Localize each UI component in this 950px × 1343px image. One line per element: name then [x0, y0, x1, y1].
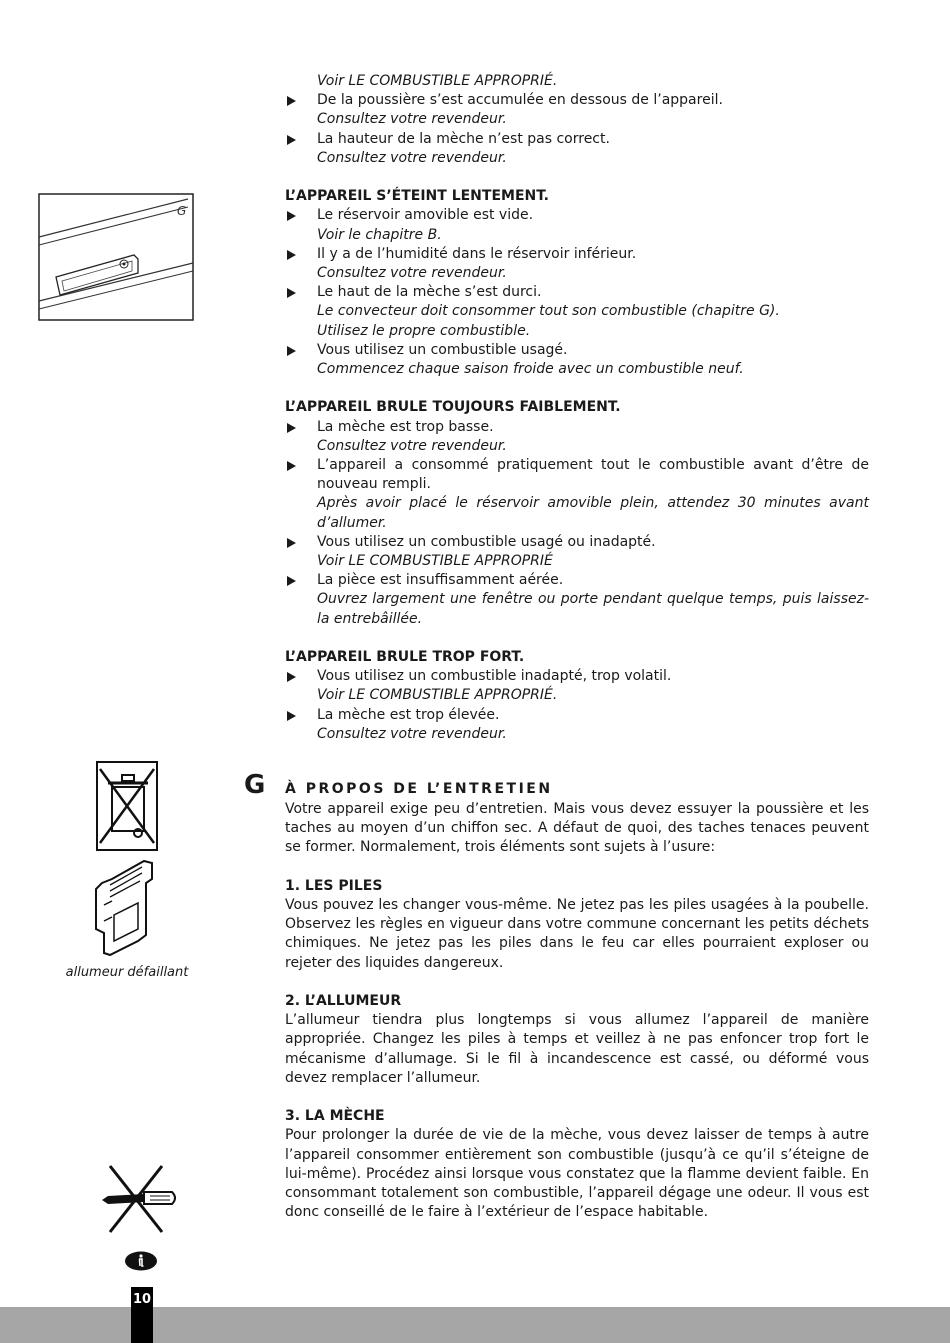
subsection-heading: L’APPAREIL S’ÉTEINT LENTEMENT.: [285, 188, 549, 205]
list-item-text: La pièce est insuffisamment aérée.: [317, 572, 564, 589]
list-item-text: Vous utilisez un combustible usagé ou inadapté.: [317, 533, 656, 550]
subsection-heading: 2. L’ALLUMEUR: [285, 993, 402, 1009]
list-item-text: De la poussière s’est accumulée en dessous de l’appareil.: [317, 92, 723, 109]
paragraph: Votre appareil exige peu d’entretien. Mais vous devez essuyer la poussière et les taches au moyen d’un chiffon sec. A défaut de quoi, des taches tenaces peuvent se former. Normalement, trois éléments sont sujets à l’usure:: [285, 801, 869, 856]
list-item-note: Le convecteur doit consommer tout son combustible (chapitre G).: [317, 303, 780, 320]
list-item: [285, 456, 869, 533]
list-item-text: La mèche est trop basse.: [317, 418, 494, 435]
subsection-heading: L’APPAREIL BRULE TROP FORT.: [285, 649, 525, 666]
bullet-arrow-icon: [287, 135, 296, 145]
bullet-arrow-icon: [287, 96, 296, 106]
list-item: [285, 206, 869, 244]
bullet-arrow-icon: [287, 538, 296, 548]
no-screwdriver-icon: [100, 1162, 180, 1236]
paragraph: L’allumeur tiendra plus longtemps si vous allumez l’appareil de manière appropriée. Changez les piles à temps et veillez à ne pas enfoncer trop fort le mécanisme d’allumage. Si le fil à incandescence est cassé, ou déformé vous devez remplacer l’allumeur.: [285, 1012, 869, 1086]
list-item-note: Consultez votre revendeur.: [317, 149, 507, 166]
list-item-note: Après avoir placé le réservoir amovible plein, attendez 30 minutes avant d’allumer.: [317, 495, 869, 531]
list-item-text: Le réservoir amovible est vide.: [317, 207, 534, 224]
list-item-text: Le haut de la mèche s’est durci.: [317, 284, 542, 301]
list-item: [285, 91, 869, 129]
list-item: [285, 533, 869, 571]
list-item-text: Il y a de l’humidité dans le réservoir inférieur.: [317, 245, 637, 262]
list-item-note: Consultez votre revendeur.: [317, 265, 507, 282]
bullet-arrow-icon: [287, 711, 296, 721]
bullet-arrow-icon: [287, 250, 296, 260]
list-item-note: Ouvrez largement une fenêtre ou porte pendant quelque temps, puis laissez-la entrebâillée.: [317, 591, 869, 627]
text-line: Voir LE COMBUSTIBLE APPROPRIÉ.: [317, 73, 558, 89]
list-item-text: La hauteur de la mèche n’est pas correct.: [317, 130, 610, 147]
list-item-note: Consultez votre revendeur.: [317, 111, 507, 128]
list-item: [285, 706, 869, 744]
bullet-arrow-icon: [287, 423, 296, 433]
main-text-column: [285, 72, 869, 744]
bullet-arrow-icon: [287, 461, 296, 471]
list-item-text: L’appareil a consommé pratiquement tout le combustible avant d’être de nouveau rempli.: [317, 457, 869, 493]
subsection-heading: L’APPAREIL BRULE TOUJOURS FAIBLEMENT.: [285, 399, 621, 416]
list-item-note: Voir LE COMBUSTIBLE APPROPRIÉ: [317, 553, 553, 570]
bullet-arrow-icon: [287, 346, 296, 356]
list-item: [285, 341, 869, 379]
list-item: [285, 667, 869, 705]
section-letter: G: [244, 770, 266, 800]
list-item-text: La mèche est trop élevée.: [317, 706, 500, 723]
list-item-note: Voir le chapitre B.: [317, 226, 442, 243]
list-item-note: Voir LE COMBUSTIBLE APPROPRIÉ.: [317, 687, 558, 704]
paragraph: Vous pouvez les changer vous-même. Ne jetez pas les piles usagées à la poubelle. Observez les règles en vigueur dans votre commune concernant les petits déchets chimiques. Ne jetez pas les piles dans le feu car elles pourraient exploser ou rejeter des liquides dangereux.: [285, 897, 869, 971]
list-item-text: Vous utilisez un combustible usagé.: [317, 341, 568, 358]
bullet-arrow-icon: [287, 576, 296, 586]
list-item-note: Consultez votre revendeur.: [317, 437, 507, 454]
list-item: [285, 283, 869, 341]
figure-label: G: [177, 204, 187, 218]
list-item-note: Consultez votre revendeur.: [317, 725, 507, 742]
bullet-arrow-icon: [287, 288, 296, 298]
section-g-body: [285, 800, 869, 1222]
igniter-illustration: [92, 855, 162, 959]
bullet-arrow-icon: [287, 211, 296, 221]
list-item: [285, 130, 869, 168]
list-item: [285, 245, 869, 283]
device-panel-illustration: [38, 193, 194, 321]
info-icon: [124, 1251, 158, 1271]
list-item-note: Commencez chaque saison froide avec un combustible neuf.: [317, 361, 744, 378]
paragraph: Pour prolonger la durée de vie de la mèche, vous devez laisser de temps à autre l’appareil consommer entièrement son combustible (jusqu’à ce qu’il s’éteigne de lui-même). Procédez ainsi lorsque vous constatez que la flamme devient faible. En consommant totalement son combustible, l’appareil dégage une odeur. Il vous est donc conseillé de le faire à l’extérieur de l’espace habitable.: [285, 1127, 869, 1221]
subsection-heading: 1. LES PILES: [285, 877, 383, 894]
list-item: [285, 571, 869, 629]
page-number: 10: [131, 1287, 153, 1343]
crossed-bin-icon: [96, 761, 158, 851]
list-item-text: Vous utilisez un combustible inadapté, trop volatil.: [317, 668, 672, 685]
section-title: À PROPOS DE L’ENTRETIEN: [285, 781, 553, 797]
list-item: [285, 418, 869, 456]
figure-caption: allumeur défaillant: [65, 965, 189, 980]
list-item-note: Utilisez le propre combustible.: [317, 322, 531, 339]
subsection-heading: 3. LA MÈCHE: [285, 1108, 385, 1125]
bullet-arrow-icon: [287, 672, 296, 682]
